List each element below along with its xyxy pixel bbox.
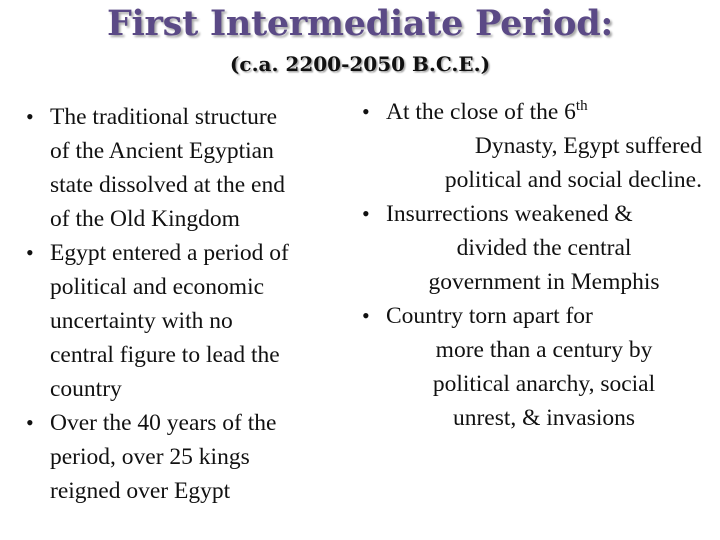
left-bullet-item [26, 100, 348, 236]
left-bullet-item [26, 236, 348, 406]
slide-title: First Intermediate Period: [106, 3, 614, 44]
bullet-icon: • [362, 201, 370, 226]
bullet-line: period, over 25 kings [50, 444, 250, 470]
bullet-line: central figure to lead the [50, 342, 280, 368]
bullet-line: unrest, & invasions [452, 405, 636, 431]
bullet-icon: • [26, 104, 34, 129]
bullet-line: more than a century by [435, 337, 653, 363]
bullet-icon: • [26, 240, 34, 265]
bullet-line: country [50, 376, 122, 402]
bullet-line: government in Memphis [428, 269, 660, 295]
bullet-line: Dynasty, Egypt suffered [474, 133, 702, 159]
bullet-line: state dissolved at the end [50, 172, 285, 198]
bullet-line: of the Ancient Egyptian [50, 138, 274, 164]
bullet-line-text: At the close of the 6 [386, 99, 576, 125]
bullet-line: divided the central [456, 235, 632, 261]
bullet-icon: • [362, 303, 370, 328]
superscript-th: th [575, 98, 588, 115]
bullet-line: of the Old Kingdom [50, 206, 240, 232]
slide-subtitle: (c.a. 2200-2050 B.C.E.) [229, 52, 491, 76]
right-bullet-item [362, 197, 702, 299]
bullet-line: Country torn apart for [386, 303, 593, 329]
bullet-line: reigned over Egypt [50, 478, 231, 504]
bullet-line: Egypt entered a period of [50, 240, 289, 266]
right-bullet-list [362, 95, 702, 435]
left-bullet-item [26, 406, 348, 508]
bullet-line: political and social decline. [444, 167, 702, 193]
bullet-icon: • [362, 99, 370, 124]
bullet-icon: • [26, 410, 34, 435]
bullet-line: Over the 40 years of the [50, 410, 277, 436]
left-bullet-list [26, 100, 348, 508]
bullet-line [386, 95, 702, 129]
bullet-line: political and economic [50, 274, 265, 300]
right-bullet-item [362, 299, 702, 435]
bullet-line: The traditional structure [50, 104, 278, 130]
bullet-line: uncertainty with no [50, 308, 233, 334]
bullet-line: Insurrections weakened & [386, 201, 633, 227]
bullet-line: political anarchy, social [432, 371, 656, 397]
right-bullet-item [362, 95, 702, 197]
